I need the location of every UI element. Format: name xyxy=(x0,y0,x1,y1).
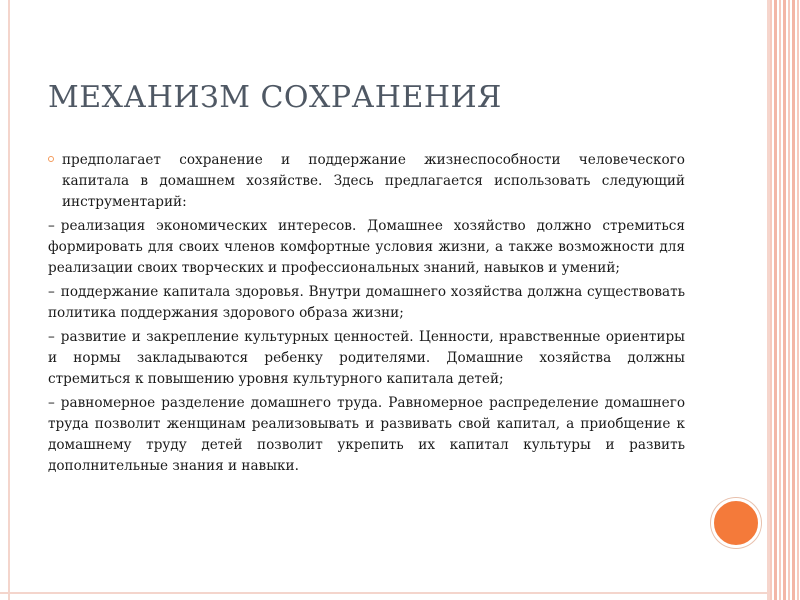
list-item xyxy=(48,393,685,477)
intro-text: предполагает сохранение и поддержание жизнеспособности человеческого капитала в домашнем хозяйстве. Здесь предлагается использовать следующий инструментарий: xyxy=(62,152,685,210)
orange-circle-decoration xyxy=(711,498,761,548)
slide-title: МЕХАНИЗМ СОХРАНЕНИЯ xyxy=(48,80,502,115)
slide-body xyxy=(48,150,685,480)
frame-bottom-border xyxy=(0,592,770,594)
list-item-text: равномерное разделение домашнего труда. Равномерное распределение домашнего труда позволит женщинам реализовывать и развивать свой капитал, а приобщение к домашнему труду детей позволит укрепить их капитал культуры и развить дополнительные знания и навыки. xyxy=(48,395,685,474)
decorative-stripes xyxy=(770,0,800,600)
bullet-circle-icon xyxy=(48,156,54,162)
list-item xyxy=(48,282,685,324)
dash-marker: – xyxy=(48,395,55,411)
dash-marker: – xyxy=(48,329,55,345)
list-item xyxy=(48,216,685,279)
list-item-text: реализация экономических интересов. Домашнее хозяйство должно стремиться формировать для своих членов комфортные условия жизни, а также возможности для реализации своих творческих и профессиональных знаний, навыков и умений; xyxy=(48,218,685,276)
dash-marker: – xyxy=(48,284,55,300)
dash-marker: – xyxy=(48,218,55,234)
intro-paragraph xyxy=(48,150,685,213)
list-item xyxy=(48,327,685,390)
frame-left-border xyxy=(8,0,10,600)
list-item-text: развитие и закрепление культурных ценностей. Ценности, нравственные ориентиры и нормы закладываются ребенку родителями. Домашние хозяйства должны стремиться к повышению уровня культурного капитала детей; xyxy=(48,329,685,387)
list-item-text: поддержание капитала здоровья. Внутри домашнего хозяйства должна существовать политика поддержания здорового образа жизни; xyxy=(48,284,685,321)
